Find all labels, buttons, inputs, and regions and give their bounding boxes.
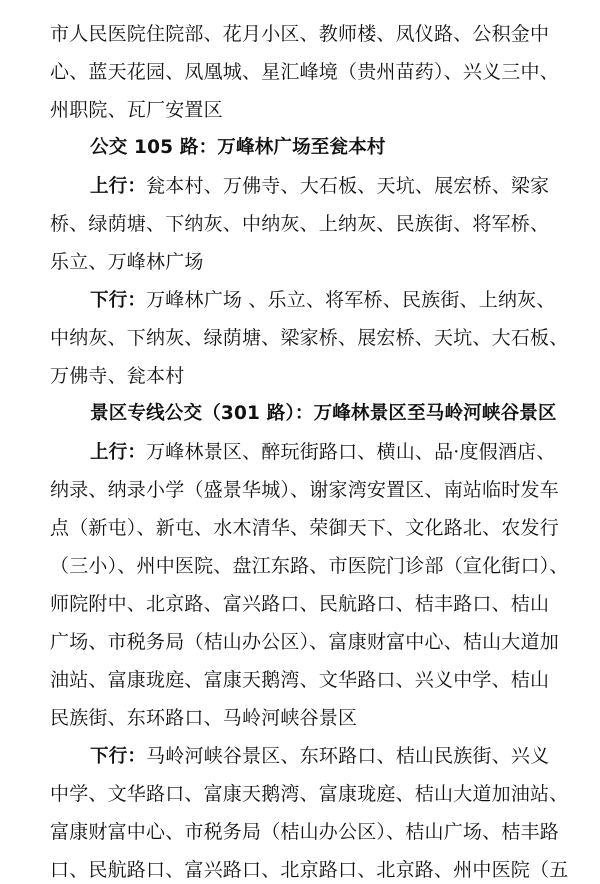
- heading-text: 公交 105 路：万峰林广场至瓮本村: [90, 137, 386, 158]
- line-text: 纳录、纳录小学（盛景华城）、谢家湾安置区、南站临时发车: [50, 479, 559, 501]
- line-text: 马岭河峡谷景区、东环路口、桔山民族街、兴义: [146, 745, 550, 767]
- text-line: [0, 592, 600, 616]
- text-line: [0, 782, 600, 806]
- text-line: [0, 288, 600, 313]
- text-line: [0, 440, 600, 465]
- line-text: 心、蓝天花园、凤凰城、星汇峰境（贵州苗药）、兴义三中、: [50, 61, 559, 83]
- line-text: 富康财富中心、市税务局（桔山办公区）、桔山广场、桔丰路: [50, 821, 559, 843]
- line-text: 师院附中、北京路、富兴路口、民航路口、桔丰路口、桔山: [50, 593, 550, 615]
- direction-label: 下行：: [90, 746, 147, 767]
- text-line: [0, 364, 600, 388]
- direction-label: 下行：: [90, 290, 147, 311]
- text-line: [0, 858, 600, 882]
- line-text: 点（新屯）、新屯、水木清华、荣御天下、文化路北、农发行: [50, 517, 559, 539]
- text-line: [0, 478, 600, 502]
- heading-text: 景区专线公交（301 路）：万峰林景区至马岭河峡谷景区: [90, 403, 557, 424]
- line-text: 广场、市税务局（桔山办公区）、富康财富中心、桔山大道加: [50, 631, 559, 653]
- line-text: 瓮本村、万佛寺、大石板、天坑、展宏桥、梁家: [146, 175, 550, 197]
- line-text: 州职院、瓦厂安置区: [50, 99, 223, 121]
- text-line: [0, 706, 600, 730]
- text-line: [0, 326, 600, 350]
- direction-label: 上行：: [90, 176, 147, 197]
- text-line: [0, 630, 600, 654]
- text-line: [0, 554, 600, 578]
- line-text: （三小）、州中医院、盘江东路、市医院门诊部（宣化街口）、: [50, 555, 569, 577]
- text-line: [0, 820, 600, 844]
- text-line: [0, 22, 600, 46]
- direction-label: 上行：: [90, 442, 147, 463]
- text-line: [0, 516, 600, 540]
- line-text: 口、民航路口、富兴路口、北京路口、北京路、州中医院（五: [50, 859, 569, 881]
- line-text: 万峰林景区、醉玩街路口、横山、品·度假酒店、: [146, 441, 556, 463]
- text-line: [0, 60, 600, 84]
- section-heading: [0, 402, 600, 426]
- section-heading: [0, 136, 600, 160]
- text-line: [0, 98, 600, 122]
- line-text: 油站、富康珑庭、富康天鹅湾、文华路口、兴义中学、桔山: [50, 669, 550, 691]
- line-text: 中纳灰、下纳灰、绿荫塘、梁家桥、展宏桥、天坑、大石板、: [50, 327, 569, 349]
- text-line: [0, 744, 600, 769]
- line-text: 民族街、东环路口、马岭河峡谷景区: [50, 707, 358, 729]
- line-text: 万佛寺、瓮本村: [50, 365, 185, 387]
- text-line: [0, 668, 600, 692]
- text-line: [0, 250, 600, 274]
- line-text: 万峰林广场 、乐立、将军桥、民族街、上纳灰、: [146, 289, 556, 311]
- line-text: 桥、绿荫塘、下纳灰、中纳灰、上纳灰、民族街、将军桥、: [50, 213, 550, 235]
- line-text: 乐立、万峰林广场: [50, 251, 204, 273]
- text-line: [0, 212, 600, 236]
- line-text: 市人民医院住院部、花月小区、教师楼、凤仪路、公积金中: [50, 23, 550, 45]
- line-text: 中学、文华路口、富康天鹅湾、富康珑庭、桔山大道加油站、: [50, 783, 569, 805]
- text-line: [0, 174, 600, 199]
